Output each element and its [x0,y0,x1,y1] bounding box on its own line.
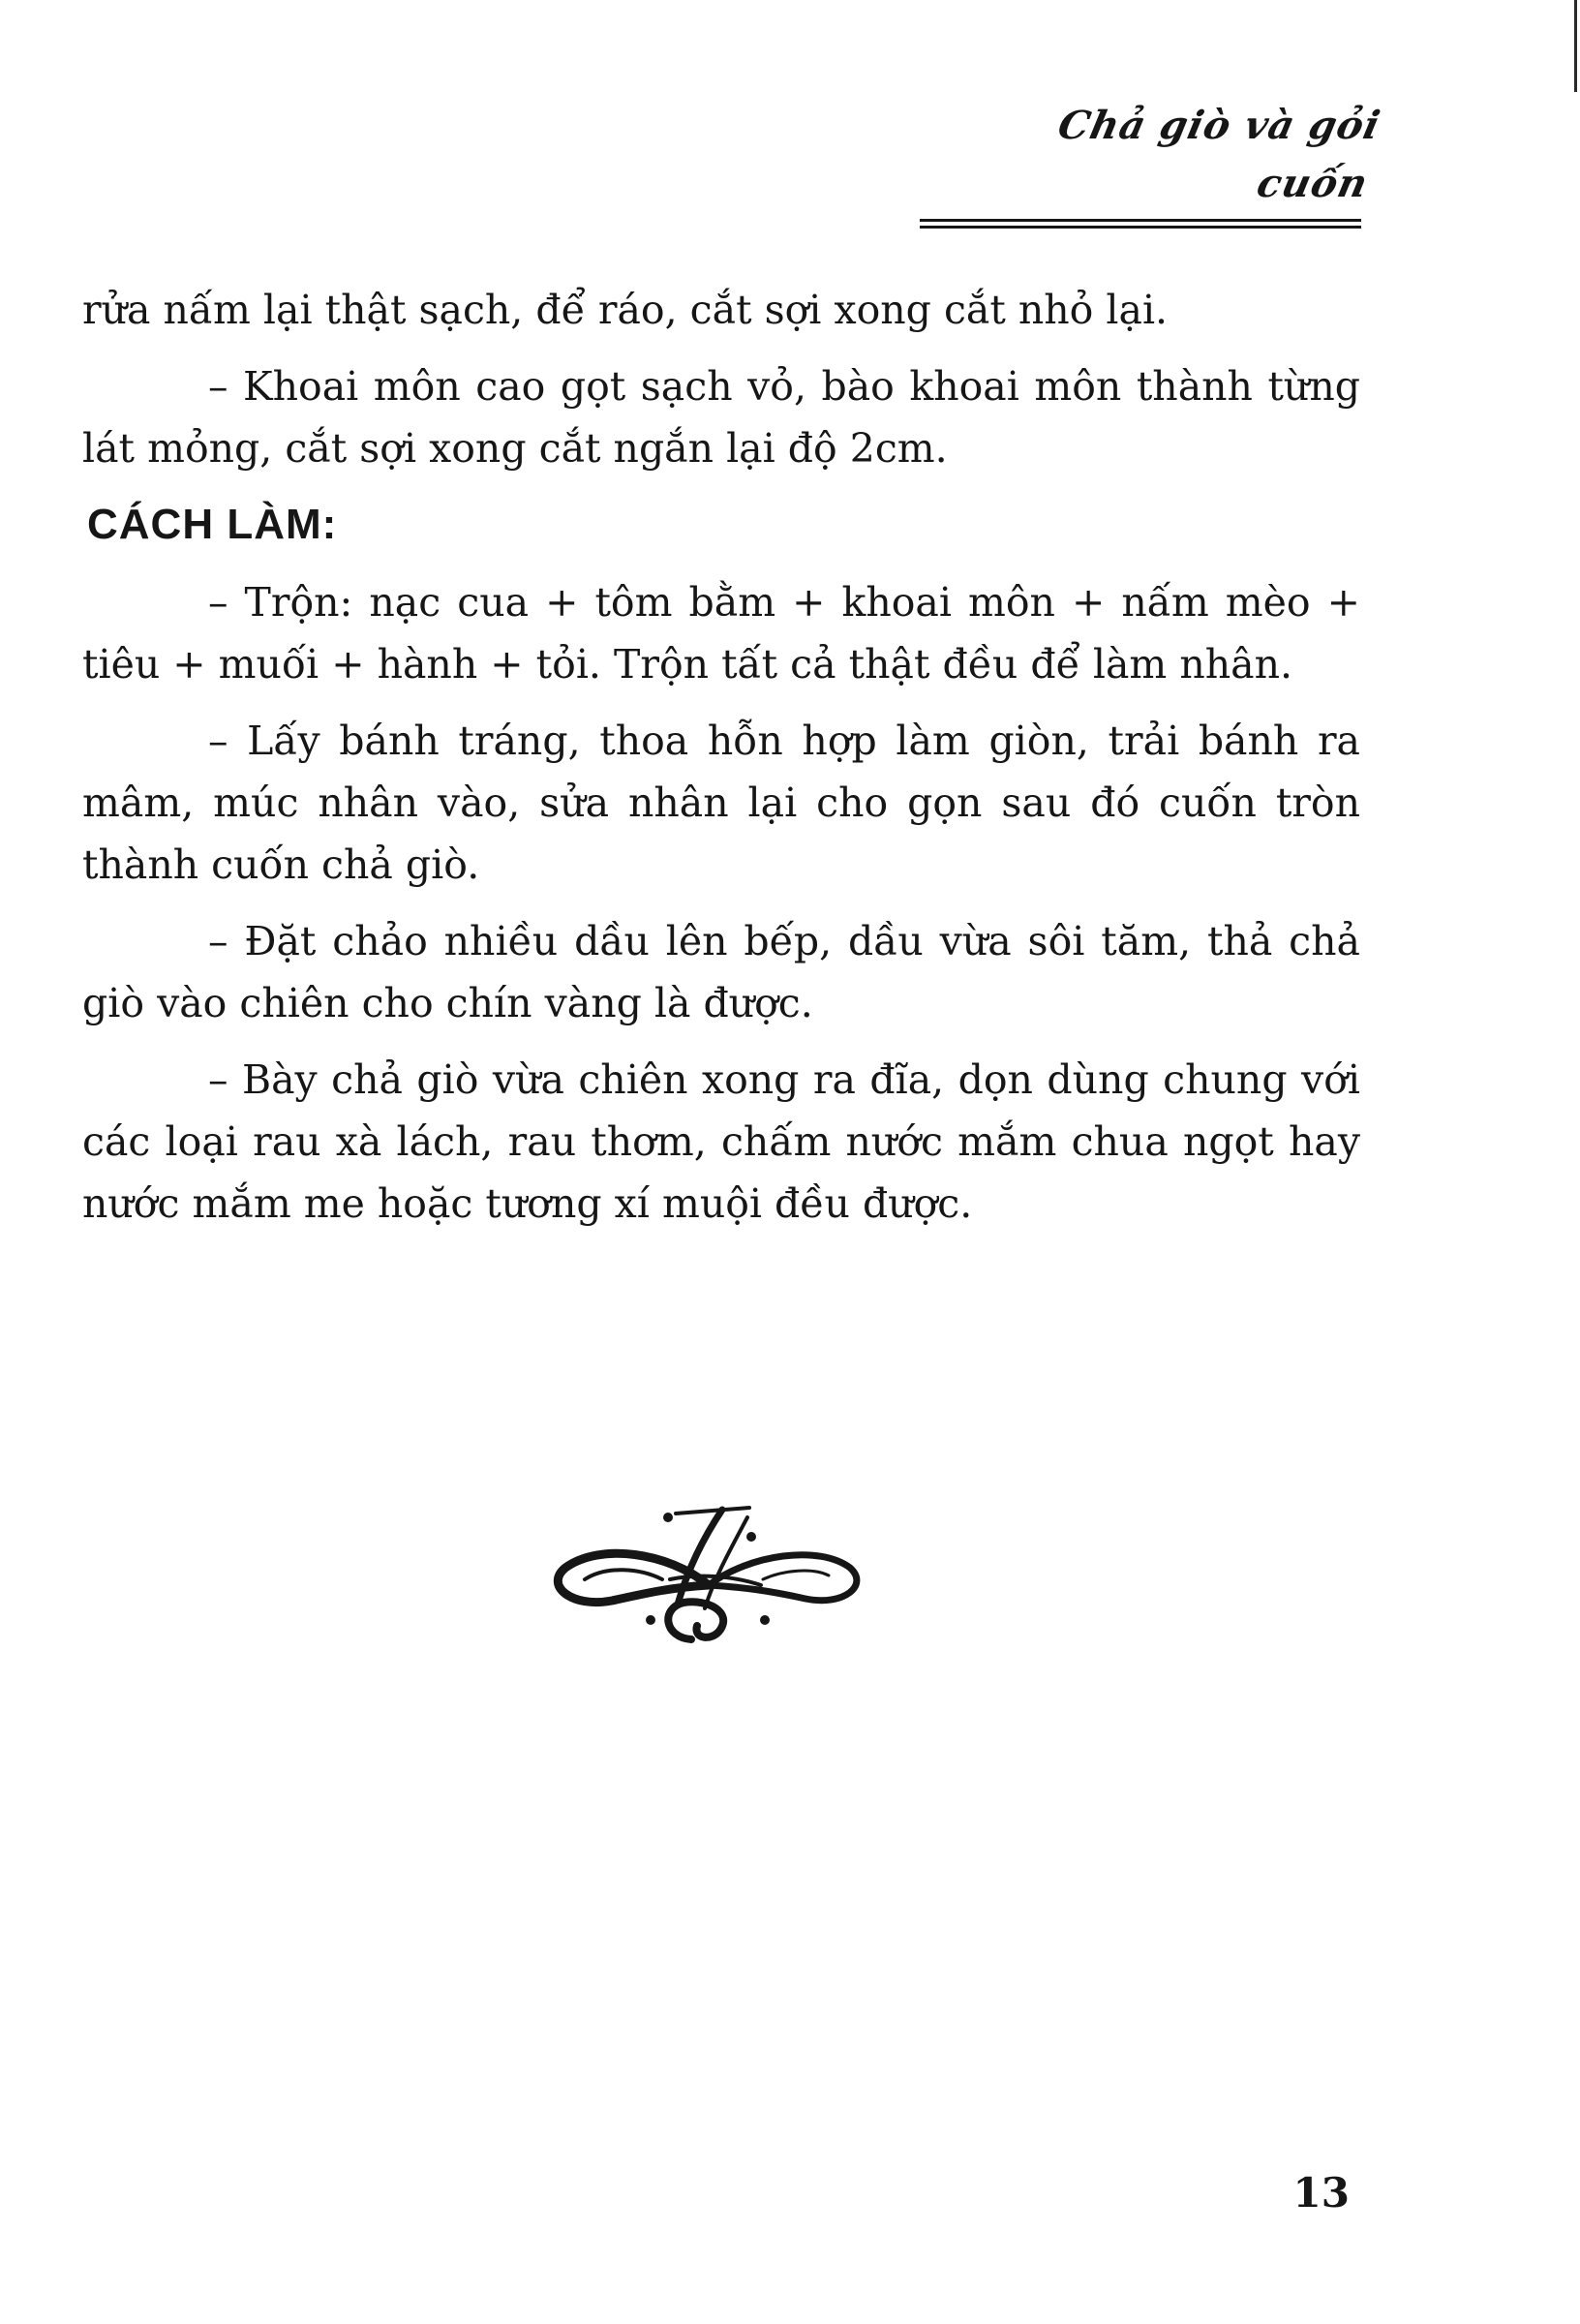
running-header [920,97,1385,229]
running-header-title: Chả giò và gỏi cuốn [1053,103,1385,206]
decorative-flourish-icon [542,1496,881,1651]
header-rule-top [920,219,1361,222]
body-paragraph: rửa nấm lại thật sạch, để ráo, cắt sợi xong cắt nhỏ lại. [82,287,1169,333]
step-paragraph: – Đặt chảo nhiều dầu lên bếp, dầu vừa sôi tăm, thả chả giò vào chiên cho chín vàng là được. [82,918,1360,1026]
page-body [82,279,1360,1249]
section-heading: CÁCH LÀM: [87,501,338,548]
step-paragraph: – Lấy bánh tráng, thoa hỗn hợp làm giòn, trải bánh ra mâm, múc nhân vào, sửa nhân lại cho gọn sau đó cuốn tròn thành cuốn chả giò. [82,718,1360,888]
header-rule-bottom [920,226,1361,229]
body-paragraph: – Khoai môn cao gọt sạch vỏ, bào khoai môn thành từng lát mỏng, cắt sợi xong cắt ngắn lại độ 2cm. [82,363,1360,472]
step-paragraph: – Trộn: nạc cua + tôm bằm + khoai môn + nấm mèo + tiêu + muối + hành + tỏi. Trộn tất cả thật đều để làm nhân. [82,579,1360,688]
step-paragraph: – Bày chả giò vừa chiên xong ra đĩa, dọn dùng chung với các loại rau xà lách, rau thơm, chấm nước mắm chua ngọt hay nước mắm me hoặc tương xí muội đều được. [82,1056,1360,1227]
page-edge-mark [1574,0,1577,92]
page-number: 13 [1292,2169,1350,2217]
